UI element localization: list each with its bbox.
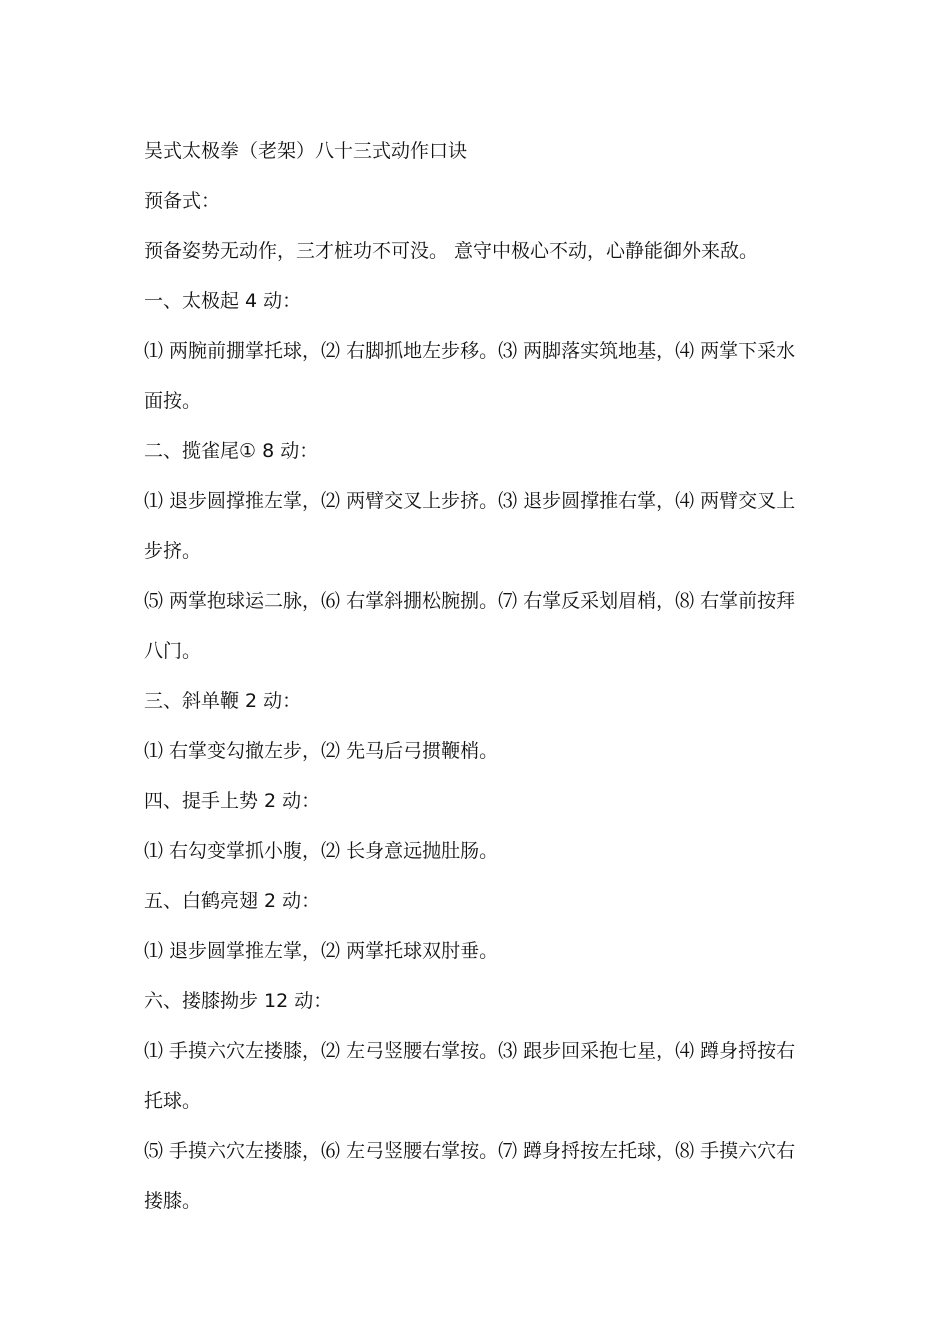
- text-line: 托球。: [144, 1090, 202, 1112]
- section-heading-2: 二、揽雀尾① 8 动：: [144, 440, 319, 462]
- section-heading-preparation: 预备式：: [144, 190, 221, 212]
- text-line: 八门。: [144, 640, 202, 662]
- document-body: [144, 126, 806, 1226]
- text-line: ⑸ 两掌抱球运二脉，⑹ 右掌斜掤松腕捌。⑺ 右掌反采划眉梢，⑻ 右掌前按拜: [144, 590, 796, 612]
- document-title: 吴式太极拳（老架）八十三式动作口诀: [144, 140, 468, 162]
- text-line: ⑴ 右勾变掌抓小腹，⑵ 长身意远抛肚肠。: [144, 840, 499, 862]
- text-line: 预备姿势无动作，三才桩功不可没。 意守中极心不动，心静能御外来敌。: [144, 240, 759, 262]
- text-line: 步挤。: [144, 540, 202, 562]
- text-line: ⑴ 右掌变勾撤左步，⑵ 先马后弓掼鞭梢。: [144, 740, 499, 762]
- text-line: ⑴ 退步圆掌推左掌，⑵ 两掌托球双肘垂。: [144, 940, 499, 962]
- section-heading-5: 五、白鹤亮翅 2 动：: [144, 890, 321, 912]
- section-heading-4: 四、提手上势 2 动：: [144, 790, 321, 812]
- text-line: ⑴ 手摸六穴左搂膝，⑵ 左弓竖腰右掌按。⑶ 跟步回采抱七星，⑷ 蹲身捋按右: [144, 1040, 796, 1062]
- text-line: ⑸ 手摸六穴左搂膝，⑹ 左弓竖腰右掌按。⑺ 蹲身捋按左托球，⑻ 手摸六穴右: [144, 1140, 796, 1162]
- text-line: ⑴ 退步圆撑推左掌，⑵ 两臂交叉上步挤。⑶ 退步圆撑推右掌，⑷ 两臂交叉上: [144, 490, 796, 512]
- section-heading-1: 一、太极起 4 动：: [144, 290, 302, 312]
- text-line: ⑴ 两腕前掤掌托球，⑵ 右脚抓地左步移。⑶ 两脚落实筑地基，⑷ 两掌下采水: [144, 340, 796, 362]
- section-heading-3: 三、斜单鞭 2 动：: [144, 690, 302, 712]
- section-heading-6: 六、搂膝拗步 12 动：: [144, 990, 333, 1012]
- text-line: 搂膝。: [144, 1190, 202, 1212]
- text-line: 面按。: [144, 390, 202, 412]
